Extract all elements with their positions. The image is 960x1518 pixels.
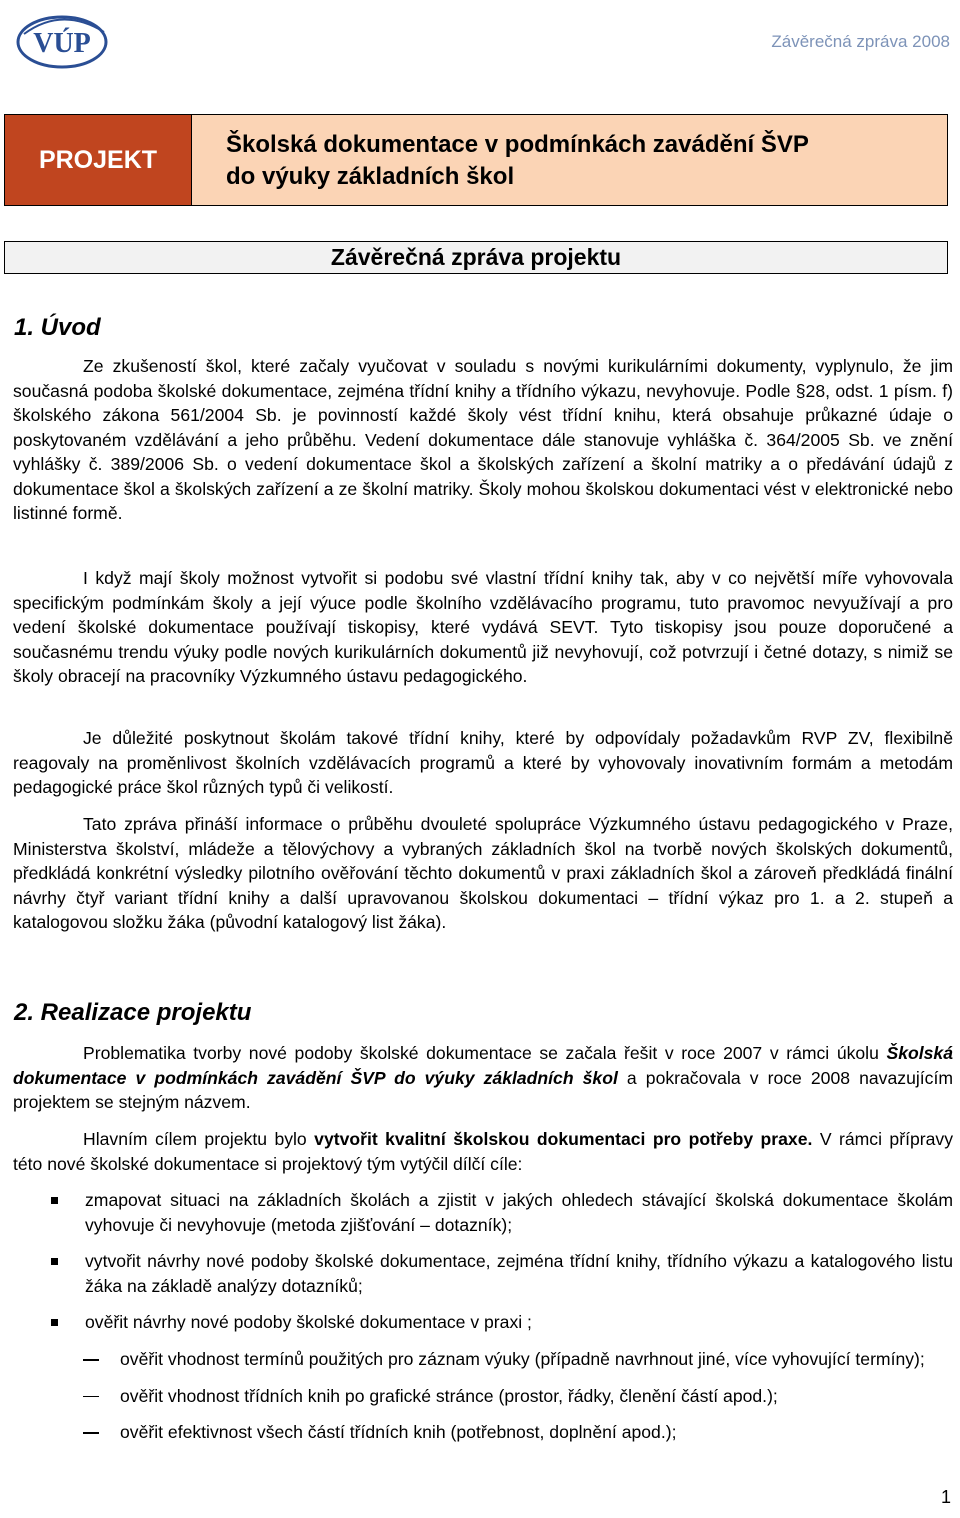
section-heading-uvod: 1. Úvod (14, 314, 101, 341)
paragraph: Ze zkušeností škol, které začaly vyučovat v souladu s novými kurikulárními dokumenty, vyplynulo, že jim současná podoba školské dokumentace, zejména třídní knihy a třídního výkazu, nevyhovuje. Podle §28, odst. 1 písm. f) školského zákona 561/2004 Sb. je povinností každé školy vést třídní knihu, která obsahuje průkazné údaje o poskytovaném vzdělávání a jeho průběhu. Vedení dokumentace dále stanovuje vyhláška č. 364/2005 Sb. ve znění vyhlášky č. 389/2006 Sb. o vedení dokumentace škol a školských zařízení a školní matriky a o předávání údajů z dokumentace škol a školských zařízení a ze školní matriky. Školy mohou školskou dokumentaci vést v elektronické nebo listinné formě. (13, 356, 953, 523)
project-title-line2: do výuky základních škol (226, 163, 515, 190)
list-item-text: zmapovat situaci na základních školách a zjistit v jakých ohledech stávající školská dokumentace školám vyhovuje či nevyhovuje (metoda zjišťování – dotazník); (85, 1190, 953, 1235)
paragraph: Tato zpráva přináší informace o průběhu dvouleté spolupráce Výzkumného ústavu pedagogického v Praze, Ministerstva školství, mládeže a tělovýchovy a vybraných základních škol na tvorbě nových školských dokumentů, předkládá konkrétní výsledky pilotního ověřování těchto dokumentů v praxi základních škol a zároveň předkládá finální návrhy čtyř variant třídní knihy a další upravovanou školskou dokumentaci – třídní výkaz pro 1. a 2. stupeň a katalogovou složku žáka (původní katalogový list žáka). (13, 814, 953, 932)
paragraph-text: V rámci přípravy této nové školské dokumentace si projektový tým vytýčil dílčí cíle: (13, 1129, 953, 1174)
report-title: Závěrečná zpráva projektu (4, 241, 948, 274)
header-report-year: Závěrečná zpráva 2008 (771, 32, 950, 51)
verification-sublist (13, 1347, 953, 1445)
list-item (13, 1249, 953, 1298)
paragraph (13, 1041, 953, 1115)
project-title-line1: Školská dokumentace v podmínkách zavádění ŠVP (226, 131, 809, 158)
list-item (13, 1384, 953, 1409)
dash-icon (83, 1359, 99, 1361)
page-number: 1 (940, 1487, 951, 1507)
section-heading-realizace: 2. Realizace projektu (14, 999, 252, 1026)
project-banner (4, 114, 948, 206)
paragraph-text: Problematika tvorby nové podoby školské dokumentace se začala řešit v roce 2007 v rámci úkolu (83, 1043, 887, 1063)
list-item-text: vytvořit návrhy nové podoby školské dokumentace, zejména třídní knihy, třídního výkazu a katalogového listu žáka na základě analýzy dotazníků; (85, 1251, 953, 1296)
project-label: PROJEKT (5, 115, 192, 205)
bullet-square-icon (51, 1258, 58, 1265)
paragraph: Je důležité poskytnout školám takové třídní knihy, které by odpovídaly požadavkům RVP ZV, flexibilně reagovaly na proměnlivost školních vzdělávacích programů a které by vyhovovaly inovativním formám a metodám pedagogické práce škol různých typů či velikostí. (13, 728, 953, 797)
vup-logo (14, 12, 114, 72)
dash-icon (83, 1432, 99, 1434)
list-item (13, 1188, 953, 1237)
bullet-square-icon (51, 1319, 58, 1326)
list-item-text: ověřit efektivnost všech částí třídních knih (potřebnost, doplnění apod.); (120, 1422, 677, 1442)
paragraph-text: Hlavním cílem projektu bylo (83, 1129, 315, 1149)
list-item (13, 1420, 953, 1445)
dash-icon (83, 1396, 99, 1398)
list-item (13, 1310, 953, 1335)
list-item (13, 1347, 953, 1372)
bullet-square-icon (51, 1197, 58, 1204)
logo-text: VÚP (33, 28, 91, 59)
project-name-emphasis: Školská dokumentace v podmínkách zavádění ŠVP do výuky základních škol (13, 1043, 953, 1088)
list-item-text: ověřit návrhy nové podoby školské dokumentace v praxi ; (85, 1312, 532, 1332)
project-title (192, 115, 947, 205)
main-goal-emphasis: vytvořit kvalitní školskou dokumentaci pro potřeby praxe. (314, 1129, 813, 1149)
paragraph-text: a pokračovala v roce 2008 navazujícím projektem se stejným názvem. (13, 1067, 953, 1112)
paragraph: I když mají školy možnost vytvořit si podobu své vlastní třídní knihy tak, aby v co největší míře vyhovovala specifickým podmínkám školy a její výuce podle školního vzdělávacího programu, tuto pravomoc nevyužívají a pro vedení školské dokumentace používají tiskopisy, které vydává SEVT. Tyto tiskopisy jsou pouze doporučené a současnému trendu výuky podle nových kurikulárních dokumentů již nevyhovují, což potvrzují i četné dotazy, s nimiž se školy obracejí na pracovníky Výzkumného ústavu pedagogického. (13, 568, 953, 686)
list-item-text: ověřit vhodnost třídních knih po grafické stránce (prostor, řádky, členění částí apod.); (120, 1385, 778, 1406)
goals-list (13, 1188, 953, 1335)
list-item-text: ověřit vhodnost termínů použitých pro záznam výuky (případně navrhnout jiné, více vyhovující termíny); (120, 1349, 925, 1369)
paragraph (13, 1127, 953, 1176)
